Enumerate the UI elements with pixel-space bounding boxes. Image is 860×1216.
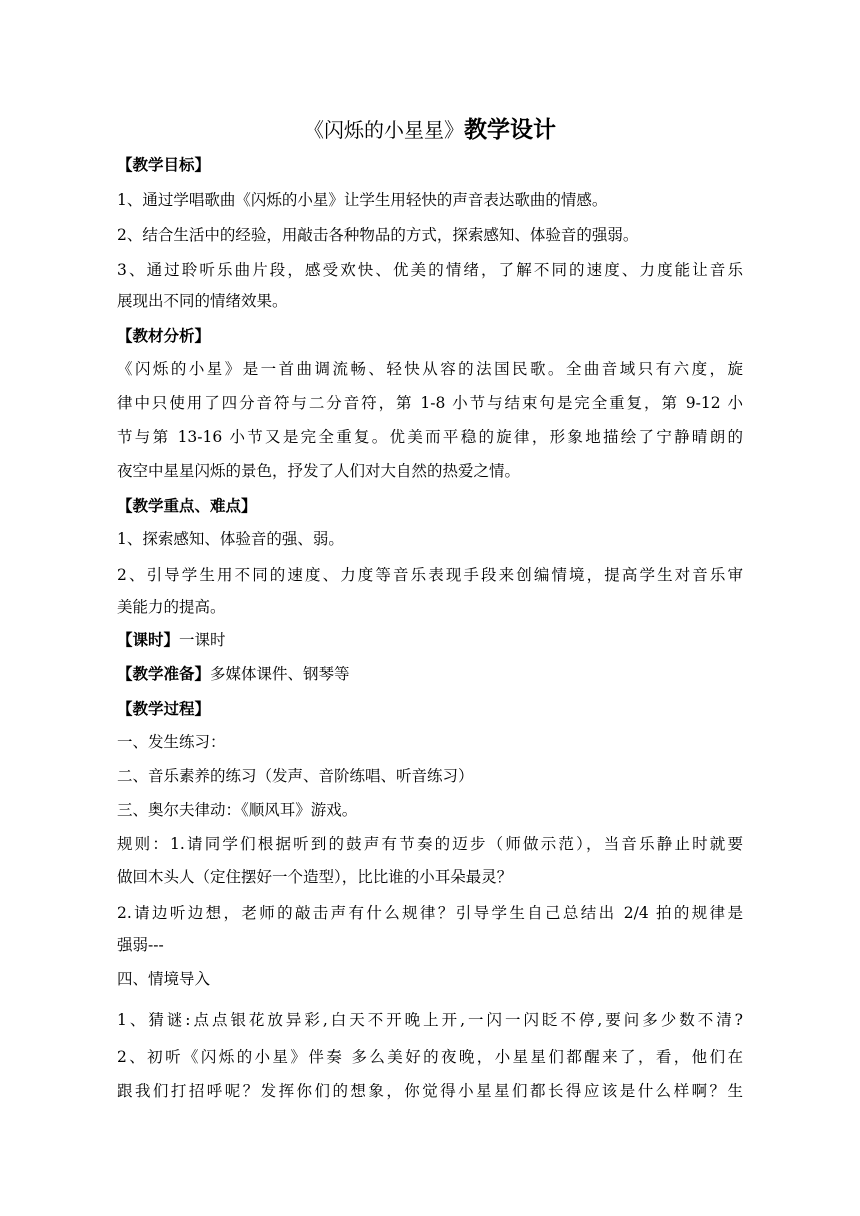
process-line: 四、情境导入 — [117, 970, 211, 988]
process-line: 2.请边听边想，老师的敲击声有什么规律？引导学生自己总结出 2/4 拍的规律是 — [117, 904, 743, 922]
section-heading-key-points: 【教学重点、难点】 — [117, 497, 257, 515]
objective-item: 2、结合生活中的经验，用敲击各种物品的方式，探索感知、体验音的强弱。 — [117, 226, 639, 244]
process-line: 规则：1.请同学们根据听到的鼓声有节奏的迈步（师做示范），当音乐静止时就要 — [117, 835, 743, 853]
process-line: 做回木头人（定住摆好一个造型），比比谁的小耳朵最灵？ — [117, 868, 513, 886]
title-song-name: 《闪烁的小星星》 — [304, 118, 464, 142]
process-line: 跟我们打招呼呢？发挥你们的想象，你觉得小星星们都长得应该是什么样啊？生 — [117, 1082, 743, 1100]
process-line: 强弱--- — [117, 936, 164, 954]
document-title — [0, 112, 860, 149]
key-point-line: 2、引导学生用不同的速度、力度等音乐表现手段来创编情境，提高学生对音乐审 — [117, 566, 743, 584]
objective-item: 3、通过聆听乐曲片段，感受欢快、优美的情绪，了解不同的速度、力度能让音乐 — [117, 261, 743, 279]
section-heading-analysis: 【教材分析】 — [117, 327, 211, 345]
analysis-line: 《闪烁的小星》是一首曲调流畅、轻快从容的法国民歌。全曲音域只有六度，旋 — [117, 360, 743, 378]
objective-item: 1、通过学唱歌曲《闪烁的小星》让学生用轻快的声音表达歌曲的情感。 — [117, 191, 608, 209]
process-line: 三、奥尔夫律动：《顺风耳》游戏。 — [117, 801, 358, 819]
process-line: 二、音乐素养的练习（发声、音阶练唱、听音练习） — [117, 767, 474, 785]
analysis-line: 节与第 13-16 小节又是完全重复。优美而平稳的旋律，形象地描绘了宁静晴朗的 — [117, 428, 743, 446]
hours-line — [117, 628, 743, 652]
prep-heading: 【教学准备】 — [117, 665, 211, 683]
objective-item: 展现出不同的情绪效果。 — [117, 292, 288, 310]
analysis-line: 夜空中星星闪烁的景色，抒发了人们对大自然的热爱之情。 — [117, 462, 521, 480]
process-line: 一、发生练习： — [117, 733, 226, 751]
prep-line — [117, 662, 743, 686]
hours-heading: 【课时】 — [117, 631, 180, 649]
section-heading-objectives: 【教学目标】 — [117, 156, 211, 174]
process-line: 1、猜谜:点点银花放异彩,白天不开晚上开,一闪一闪眨不停,要问多少数不清? — [117, 1011, 743, 1029]
prep-value: 多媒体课件、钢琴等 — [210, 665, 350, 683]
key-point-line: 1、探索感知、体验音的强、弱。 — [117, 530, 344, 548]
hours-value: 一课时 — [179, 631, 226, 649]
analysis-line: 律中只使用了四分音符与二分音符，第 1-8 小节与结束句是完全重复，第 9-12 小 — [117, 394, 743, 412]
title-main: 教学设计 — [464, 117, 556, 143]
key-point-line: 美能力的提高。 — [117, 598, 226, 616]
section-heading-process: 【教学过程】 — [117, 700, 211, 718]
process-line: 2、初听《闪烁的小星》伴奏 多么美好的夜晚，小星星们都醒来了，看，他们在 — [117, 1048, 743, 1066]
